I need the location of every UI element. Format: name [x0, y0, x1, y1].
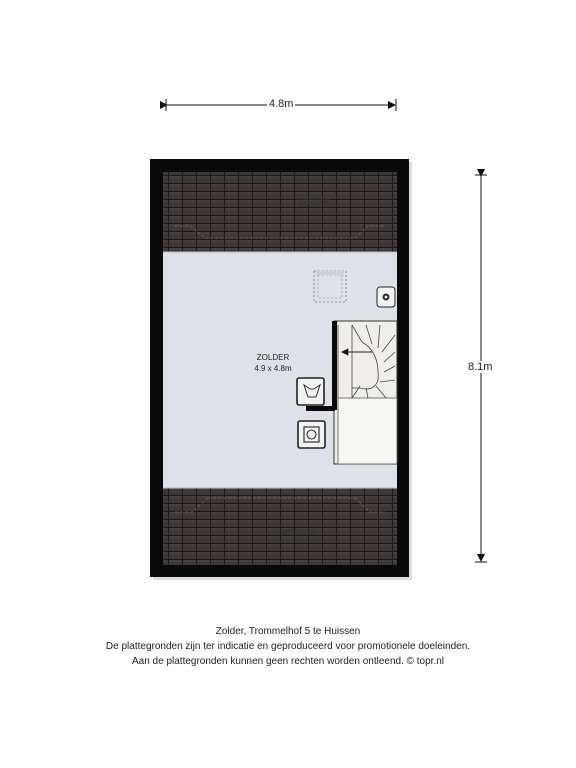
footer-title: Zolder, Trommelhof 5 te Huissen	[215, 626, 361, 637]
width-dimension-label: 4.8m	[269, 98, 294, 110]
attic-name: ZOLDER	[256, 353, 290, 362]
washing-machine	[297, 378, 324, 405]
boiler-unit	[377, 287, 395, 307]
footer-disclaimer-1: De plattegronden zijn ter indicatie en geproduceerd voor promotionele doeleinden.	[105, 641, 471, 652]
footer-disclaimer-2: Aan de plattegronden kunnen geen rechten worden ontleend. © topr.nl	[131, 656, 445, 667]
footer	[0, 624, 576, 669]
stair-wall	[332, 321, 337, 410]
dryer	[298, 421, 325, 448]
storage-bottom-label: BERGING	[282, 529, 316, 536]
attic-size: 4.9 x 4.8m	[254, 364, 292, 373]
storage-top-label: BERGING	[298, 199, 332, 206]
attic-room-label	[245, 352, 301, 374]
staircase	[334, 321, 397, 464]
height-dimension-label: 8.1m	[468, 361, 493, 373]
